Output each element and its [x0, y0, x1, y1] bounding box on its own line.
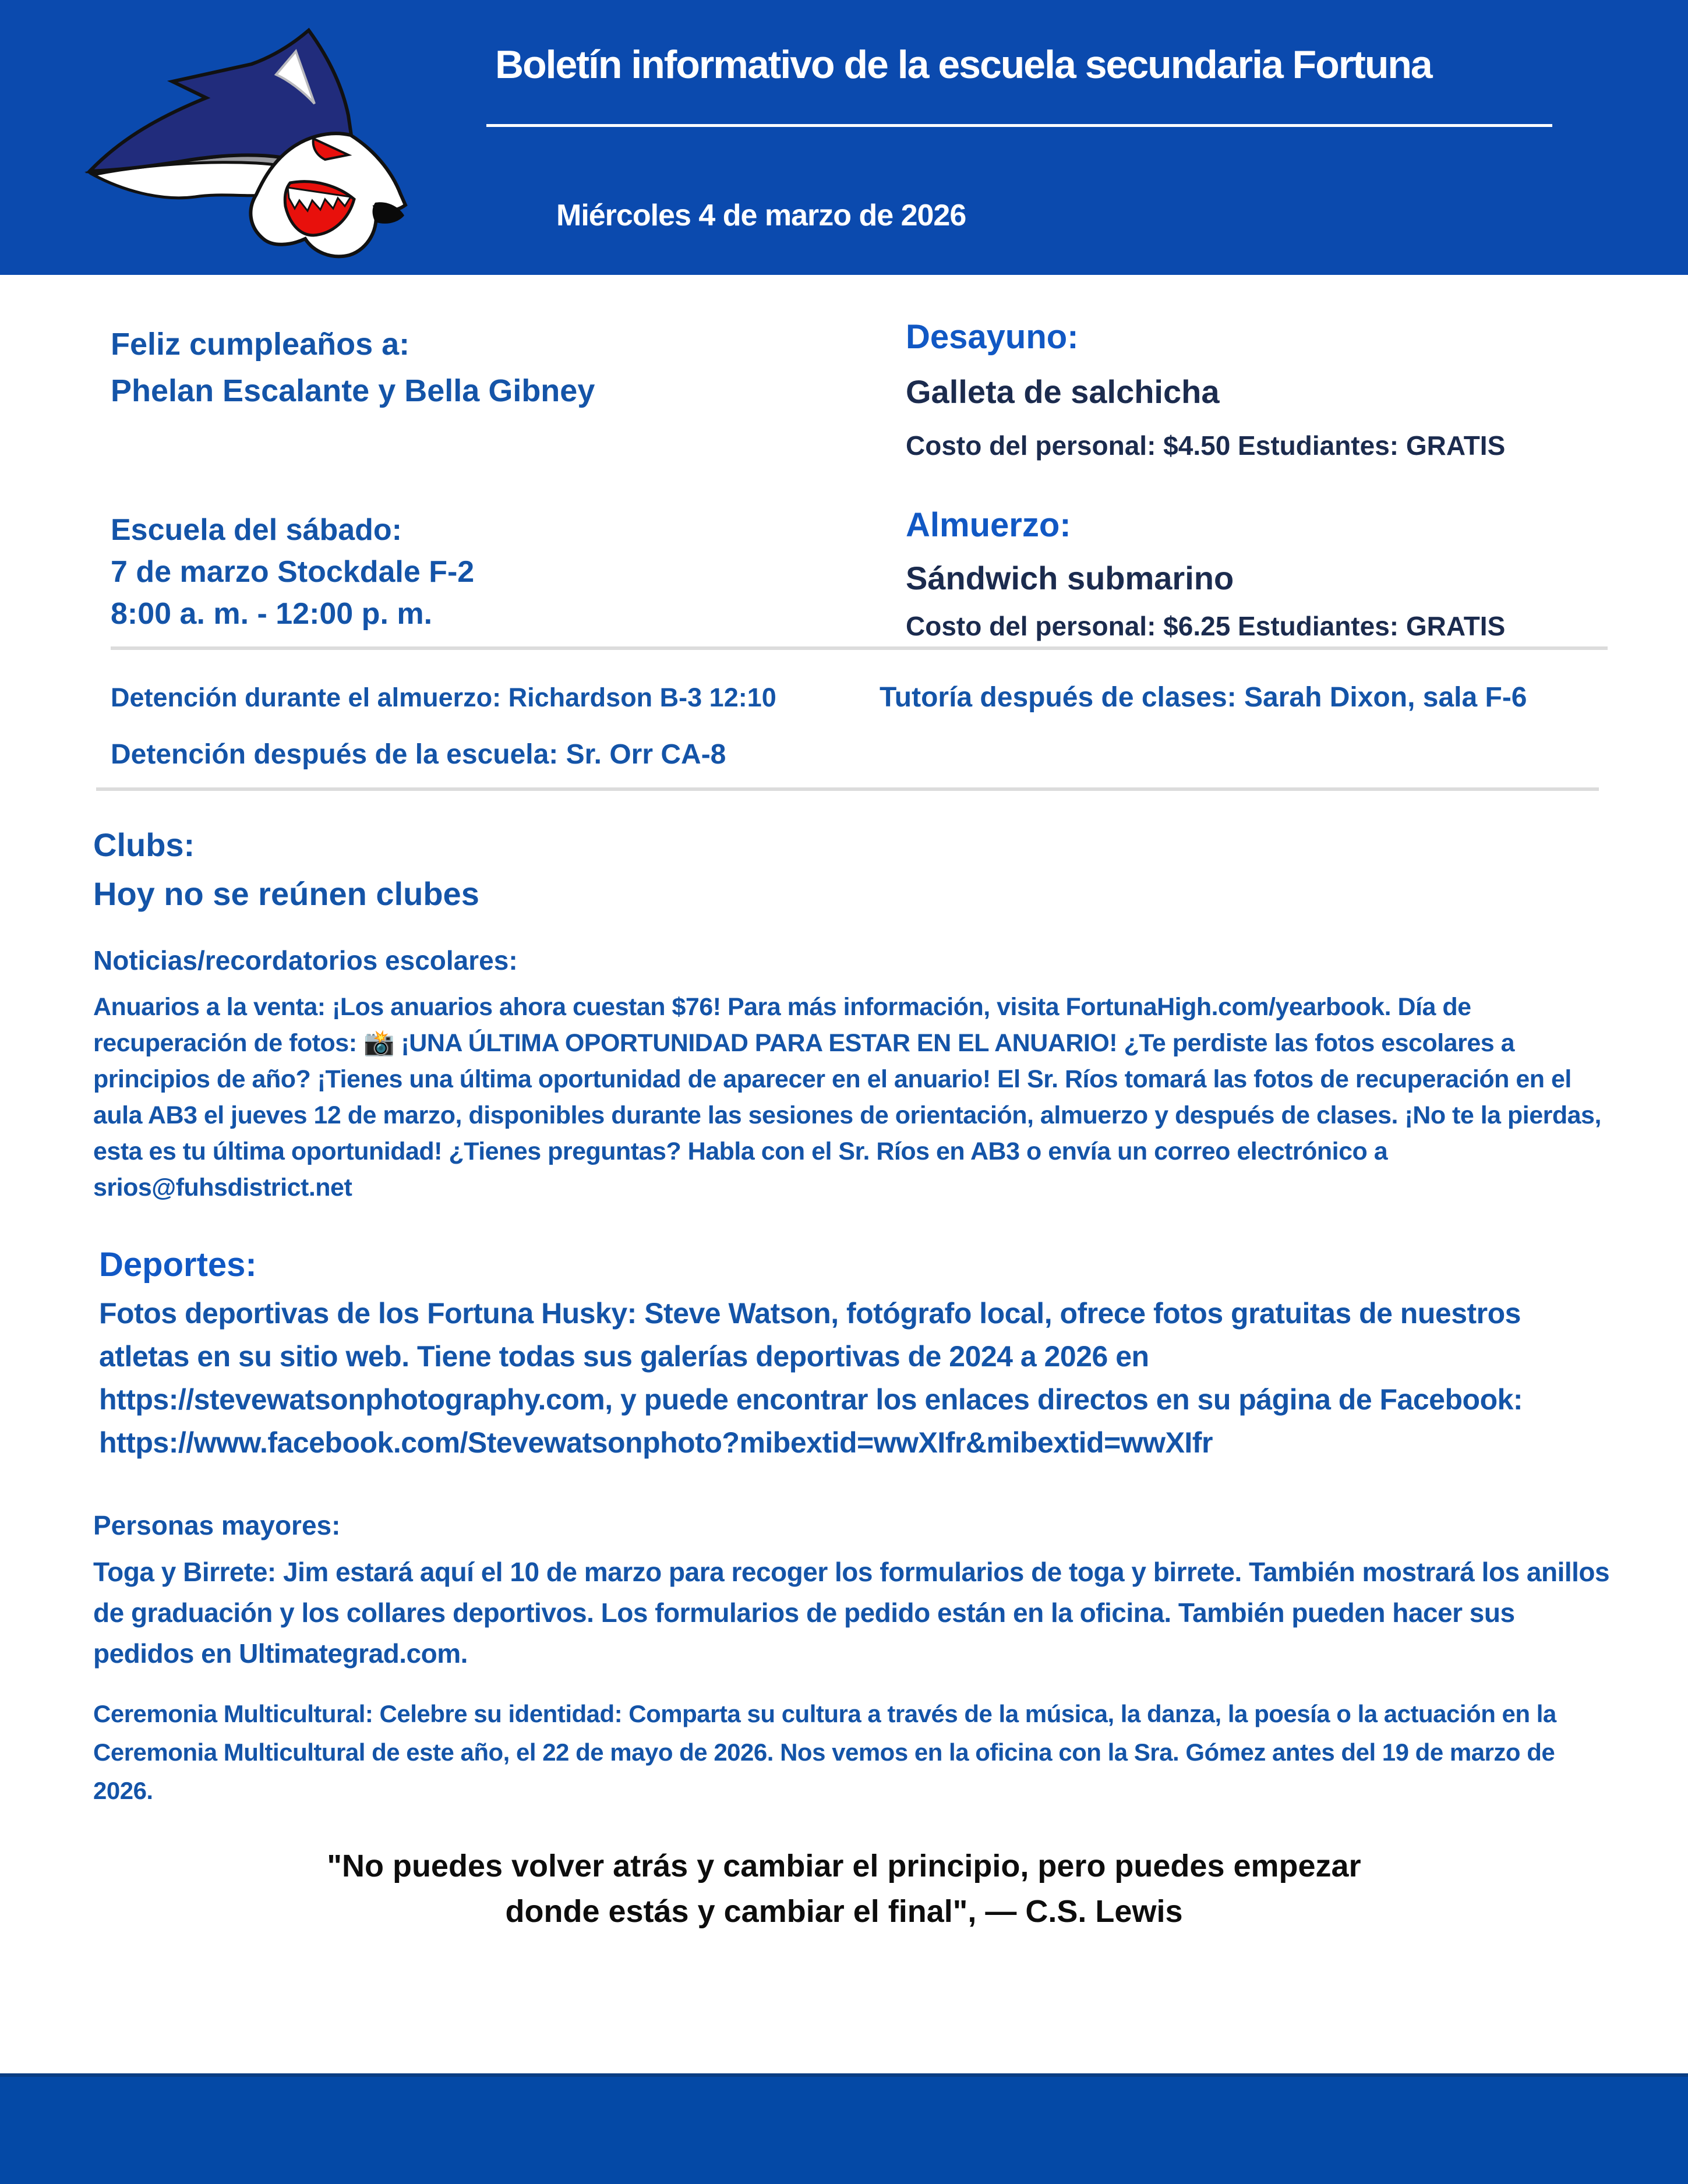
saturday-school-heading: Escuela del sábado: — [111, 513, 402, 547]
sports-heading: Deportes: — [99, 1246, 257, 1284]
divider — [111, 646, 1608, 650]
news-body: Anuarios a la venta: ¡Los anuarios ahora cuestan $76! Para más información, visita FortunaHigh.com/yearbook. Día de recuperación de fotos: 📸 ¡UNA ÚLTIMA OPORTUNIDAD PARA ESTAR EN EL ANUARIO! ¿Te perdiste las fotos escolares a principios de año? ¡Tienes una última oportunidad de aparecer en el anuario! El Sr. Ríos tomará las fotos de recuperación en el aula AB3 el jueves 12 de marzo, disponibles durante las sesiones de orientación, almuerzo y después de clases. ¡No te la pierdas, esta es tu última oportunidad! ¿Tienes preguntas? Habla con el Sr. Ríos en AB3 o envía un correo electrónico a srios@fuhsdistrict.net — [93, 993, 1601, 1201]
seniors-heading: Personas mayores: — [93, 1510, 341, 1540]
sports-body: Fotos deportivas de los Fortuna Husky: Steve Watson, fotógrafo local, ofrece fotos gratuitas de nuestros atletas en su sitio web. Tiene todas sus galerías deportivas de 2024 a 2026 en https://stevewatsonphotography.com, y puede encontrar los enlaces directos en su página de Facebook: https://www.facebook.com/Stevewatsonphoto?mibextid=wwXIfr&mibextid=wwXIfr — [99, 1297, 1523, 1459]
clubs-heading: Clubs: — [93, 826, 195, 863]
after-school-detention-line: Detención después de la escuela: Sr. Orr CA-8 — [111, 739, 726, 770]
birthdays-names: Phelan Escalante y Bella Gibney — [111, 373, 595, 408]
clubs-status: Hoy no se reúnen clubes — [93, 875, 479, 912]
seniors-multicultural-body: Ceremonia Multicultural: Celebre su identidad: Comparta su cultura a través de la música, la danza, la poesía o la actuación en la Ceremonia Multicultural de este año, el 22 de mayo de 2026. Nos vemos en la oficina con la Sra. Gómez antes del 19 de marzo de 2026. — [93, 1700, 1556, 1804]
breakfast-item: Galleta de salchicha — [906, 373, 1220, 410]
husky-mascot-logo-icon — [82, 17, 408, 274]
newsletter-title: Boletín informativo de la escuela secundaria Fortuna — [495, 43, 1432, 87]
saturday-school-date: 7 de marzo Stockdale F-2 — [111, 555, 475, 589]
breakfast-cost: Costo del personal: $4.50 Estudiantes: GRATIS — [906, 430, 1506, 461]
breakfast-heading: Desayuno: — [906, 318, 1079, 356]
divider — [96, 787, 1599, 791]
birthdays-heading: Feliz cumpleaños a: — [111, 327, 410, 362]
lunch-item: Sándwich submarino — [906, 560, 1234, 596]
seniors-cap-gown-body: Toga y Birrete: Jim estará aquí el 10 de marzo para recoger los formularios de toga y birrete. También mostrará los anillos de graduación y los collares deportivos. Los formularios de pedido están en la oficina. También pueden hacer sus pedidos en Ultimategrad.com. — [93, 1557, 1610, 1669]
lunch-cost: Costo del personal: $6.25 Estudiantes: GRATIS — [906, 611, 1506, 641]
lunch-heading: Almuerzo: — [906, 506, 1071, 544]
news-heading: Noticias/recordatorios escolares: — [93, 945, 518, 976]
title-divider — [486, 124, 1552, 127]
tutoring-line: Tutoría después de clases: Sarah Dixon, sala F-6 — [880, 682, 1527, 713]
lunch-detention-line: Detención durante el almuerzo: Richardson B-3 12:10 — [111, 683, 776, 712]
footer-band — [0, 2073, 1688, 2184]
inspirational-quote: "No puedes volver atrás y cambiar el principio, pero puedes empezar donde estás y cambiar el final", — C.S. Lewis — [327, 1849, 1361, 1929]
header-band — [0, 0, 1688, 275]
saturday-school-time: 8:00 a. m. - 12:00 p. m. — [111, 597, 433, 631]
newsletter-date: Miércoles 4 de marzo de 2026 — [556, 199, 966, 232]
